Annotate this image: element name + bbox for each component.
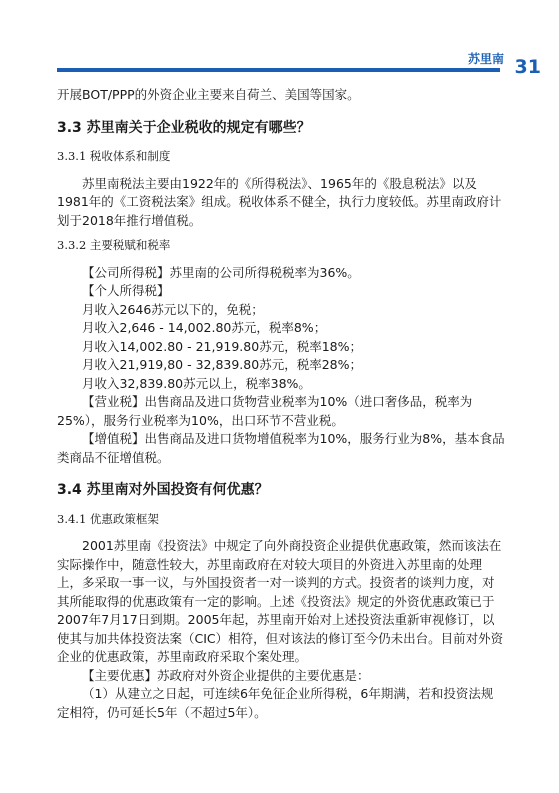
main-incentives-label: 【主要优惠】苏政府对外资企业提供的主要优惠是： xyxy=(82,667,370,683)
lead-line: 开展BOT/PPP的外资企业主要来自荷兰、美国等国家。 xyxy=(57,87,360,102)
income-bracket-5: 月收入32,839.80苏元以上，税率38%。 xyxy=(82,375,311,391)
section-heading-3-3: 3.3 苏里南关于企业税收的规定有哪些？ xyxy=(57,119,311,136)
subsection-heading-3-3-2: 3.3.2 主要税赋和税率 xyxy=(57,238,171,252)
income-bracket-1: 月收入2646苏元以下的，免税； xyxy=(82,301,264,317)
subsection-heading-3-3-1: 3.3.1 税收体系和制度 xyxy=(57,149,171,163)
subsection-heading-3-4-1: 3.4.1 优惠政策框架 xyxy=(57,511,159,526)
income-bracket-3: 月收入14,002.80 - 21,919.80苏元，税率18%； xyxy=(82,338,362,354)
business-tax: 【营业税】出售商品及进口货物营业税率为10%（进口奢侈品，税率为25%），服务行业税率为10%，出口环节不营业税。 xyxy=(57,394,473,428)
corporate-tax: 【公司所得税】苏里南的公司所得税税率为36%。 xyxy=(82,264,360,280)
header-rule xyxy=(57,68,500,72)
paragraph-policy-framework: 2001苏里南《投资法》中规定了向外商投资企业提供优惠政策，然而该法在实际操作中，随意性较大，苏里南政府在对较大项目的外资进入苏里南的处理上，多采取一事一议，与外国投资者一对一谈判的方式。投资者的谈判力度，对其所能取得的优惠政策有一定的影响。上述《投资法》规定的外资优惠政策已于2007年7月17日到期。2005年起，苏里南开始对上述投资法重新审视修订，以使其与加共体投资法案（CIC）相符，但对该法的修订至今仍未出台。目前对外资企业的优惠政策，苏里南政府采取个案处理。 xyxy=(57,538,504,664)
personal-tax-label: 【个人所得税】 xyxy=(82,283,170,298)
section-heading-3-4: 3.4 苏里南对外国投资有何优惠？ xyxy=(57,482,269,498)
paragraph-tax-system: 苏里南税法主要由1922年的《所得税法》、1965年的《股息税法》以及1981年的《工资税法案》组成。税收体系不健全，执行力度较低。苏里南政府计划于2018年推行增值税。 xyxy=(57,175,502,228)
income-bracket-2: 月收入2,646 - 14,002.80苏元，税率8%； xyxy=(82,320,327,335)
page-body xyxy=(57,86,505,722)
income-bracket-4: 月收入21,919,80 - 32,839.80苏元，税率28%； xyxy=(82,357,362,372)
incentive-item-1: （1）从建立之日起，可连续6年免征企业所得税，6年期满，若和投资法规定相符，仍可延长5年（不超过5年）。 xyxy=(57,686,494,720)
page-number: 31 xyxy=(514,56,541,78)
running-header-title: 苏里南 xyxy=(467,52,504,66)
vat: 【增值税】出售商品及进口货物增值税率为10%，服务行业为8%，基本食品类商品不征增值税。 xyxy=(57,431,505,465)
